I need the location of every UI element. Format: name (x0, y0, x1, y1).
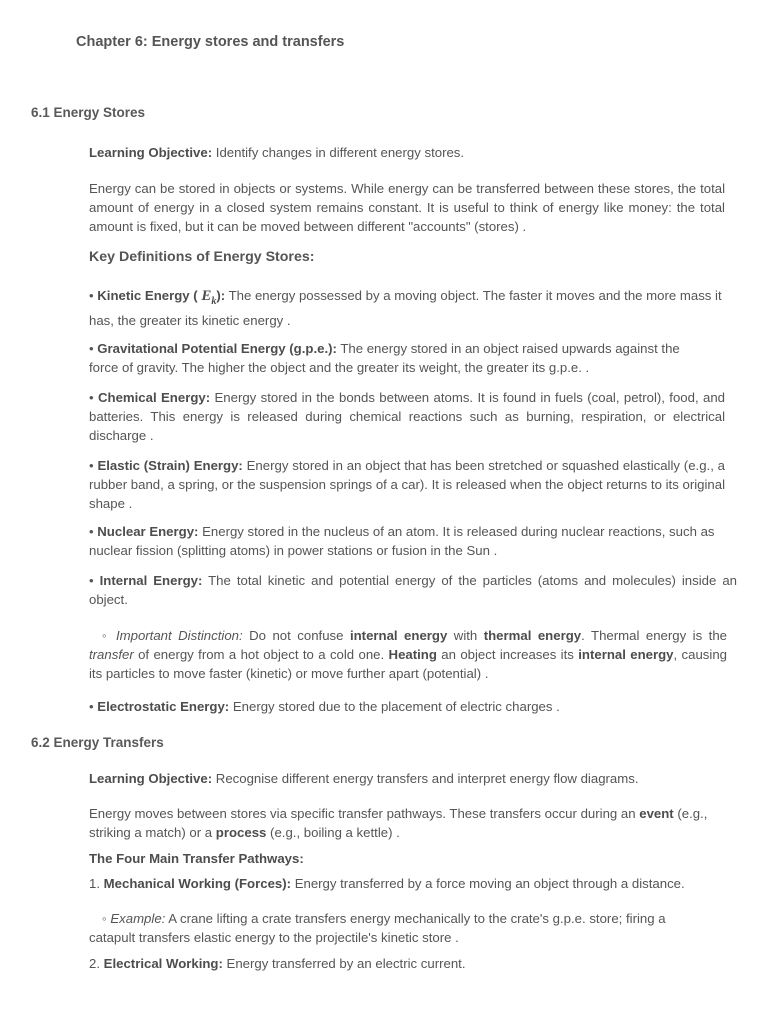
electrical-label: Electrical Working: (103, 956, 223, 971)
distinction-bold: thermal energy (483, 628, 582, 643)
distinction-text: Do not confuse (242, 628, 350, 643)
kinetic-label-a: Kinetic Energy ( (97, 288, 202, 303)
kinetic-symbol (201, 288, 217, 307)
bullet: • (89, 524, 98, 539)
important-distinction-note (89, 626, 727, 683)
intro-bold: event (639, 806, 674, 821)
learning-objective-text: Identify changes in different energy stores. (212, 145, 465, 160)
example-text-line1: A crane lifting a crate transfers energy mechanically to the crate's g.p.e. store; firing a (165, 911, 666, 926)
sub-bullet: ◦ (102, 628, 116, 643)
list-number: 2. (89, 956, 104, 971)
chemical-text: Energy stored in the bonds between atoms. It is found in fuels (coal, petrol), food, and batteries. This energy is released during chemical reactions such as burning, respiration, or electrical discharge . (89, 390, 726, 443)
pathway-mechanical (89, 874, 725, 893)
example-text-line2: catapult transfers elastic energy to the projectile's kinetic store . (89, 930, 459, 945)
nuclear-label: Nuclear Energy: (97, 524, 199, 539)
mechanical-text: Energy transferred by a force moving an object through a distance. (291, 876, 685, 891)
bullet: • (89, 390, 98, 405)
distinction-text: with (447, 628, 484, 643)
distinction-bold: Heating (388, 647, 437, 662)
distinction-italic: transfer (89, 647, 134, 662)
definition-elastic (89, 456, 725, 513)
definition-kinetic (89, 286, 725, 330)
distinction-text: of energy from a hot object to a cold one. (133, 647, 389, 662)
elastic-label: Elastic (Strain) Energy: (97, 458, 243, 473)
mechanical-example (89, 909, 725, 947)
list-number: 1. (89, 876, 104, 891)
gpe-text-line2: force of gravity. The higher the object and the greater its weight, the greater its g.p.e. . (89, 360, 590, 375)
kinetic-symbol-subscript: k (211, 296, 217, 307)
distinction-label: Important Distinction: (115, 628, 243, 643)
definition-chemical (89, 388, 725, 445)
nuclear-text-line1: Energy stored in the nucleus of an atom. It is released during nuclear reactions, such as (198, 524, 715, 539)
kinetic-symbol-letter: E (201, 288, 212, 304)
internal-label: Internal Energy: (99, 573, 203, 588)
section-heading-6-1: 6.1 Energy Stores (31, 105, 146, 120)
example-label: Example: (110, 911, 166, 926)
kinetic-label-b: ): (216, 288, 226, 303)
definition-gpe (89, 339, 725, 377)
nuclear-text-line2: nuclear fission (splitting atoms) in power stations or fusion in the Sun . (89, 543, 498, 558)
distinction-bold: internal energy (349, 628, 448, 643)
bullet: • (89, 341, 98, 356)
chapter-title: Chapter 6: Energy stores and transfers (76, 34, 345, 50)
electrical-text: Energy transferred by an electric current. (222, 956, 466, 971)
gpe-label: Gravitational Potential Energy (g.p.e.): (97, 341, 337, 356)
intro-text: (e.g., boiling a kettle) . (266, 825, 400, 840)
sub-bullet: ◦ (102, 911, 111, 926)
learning-objective-6-2 (89, 769, 725, 788)
intro-paragraph-6-2 (89, 804, 725, 842)
definition-electrostatic (89, 697, 725, 716)
pathway-electrical (89, 954, 725, 973)
bullet: • (89, 288, 98, 303)
elastic-text: Energy stored in an object that has been stretched or squashed elastically (e.g., a rubber band, a spring, or the suspension springs of a car). It is released when the object returns to its original shape . (89, 458, 726, 511)
intro-bold: process (215, 825, 267, 840)
key-definitions-heading: Key Definitions of Energy Stores: (89, 249, 315, 265)
definition-internal (89, 571, 737, 609)
intro-text: (e.g., striking a match) or a (89, 806, 708, 840)
intro-paragraph-6-1: Energy can be stored in objects or systems. While energy can be transferred between these stores, the total amount of energy in a closed system remains constant. It is useful to think of energy like money: the total amount is fixed, but it can be moved between different "accounts" (stores) . (89, 181, 725, 234)
gpe-text-line1: The energy stored in an object raised upwards against the (336, 341, 680, 356)
distinction-bold: internal energy (578, 647, 674, 662)
distinction-text: . Thermal energy is the (581, 628, 727, 643)
electrostatic-label: Electrostatic Energy: (97, 699, 230, 714)
learning-objective-6-1 (89, 143, 725, 162)
electrostatic-text: Energy stored due to the placement of electric charges . (229, 699, 560, 714)
learning-objective-label: Learning Objective: (89, 145, 213, 160)
learning-objective-text: Recognise different energy transfers and interpret energy flow diagrams. (212, 771, 639, 786)
definition-nuclear (89, 522, 725, 560)
pathways-heading: The Four Main Transfer Pathways: (89, 851, 304, 866)
distinction-text: , causing its particles to move faster (kinetic) or move further apart (potential) . (89, 647, 727, 681)
bullet: • (89, 458, 98, 473)
internal-text: The total kinetic and potential energy of the particles (atoms and molecules) inside an object. (89, 573, 737, 607)
kinetic-text: The energy possessed by a moving object. The faster it moves and the more mass it has, the greater its kinetic energy . (89, 288, 722, 328)
intro-text: Energy moves between stores via specific transfer pathways. These transfers occur during an (89, 806, 640, 821)
distinction-text: an object increases its (436, 647, 579, 662)
chemical-label: Chemical Energy: (98, 390, 211, 405)
mechanical-label: Mechanical Working (Forces): (103, 876, 292, 891)
bullet: • (89, 573, 100, 588)
bullet: • (89, 699, 98, 714)
section-heading-6-2: 6.2 Energy Transfers (31, 735, 164, 750)
learning-objective-label: Learning Objective: (89, 771, 213, 786)
